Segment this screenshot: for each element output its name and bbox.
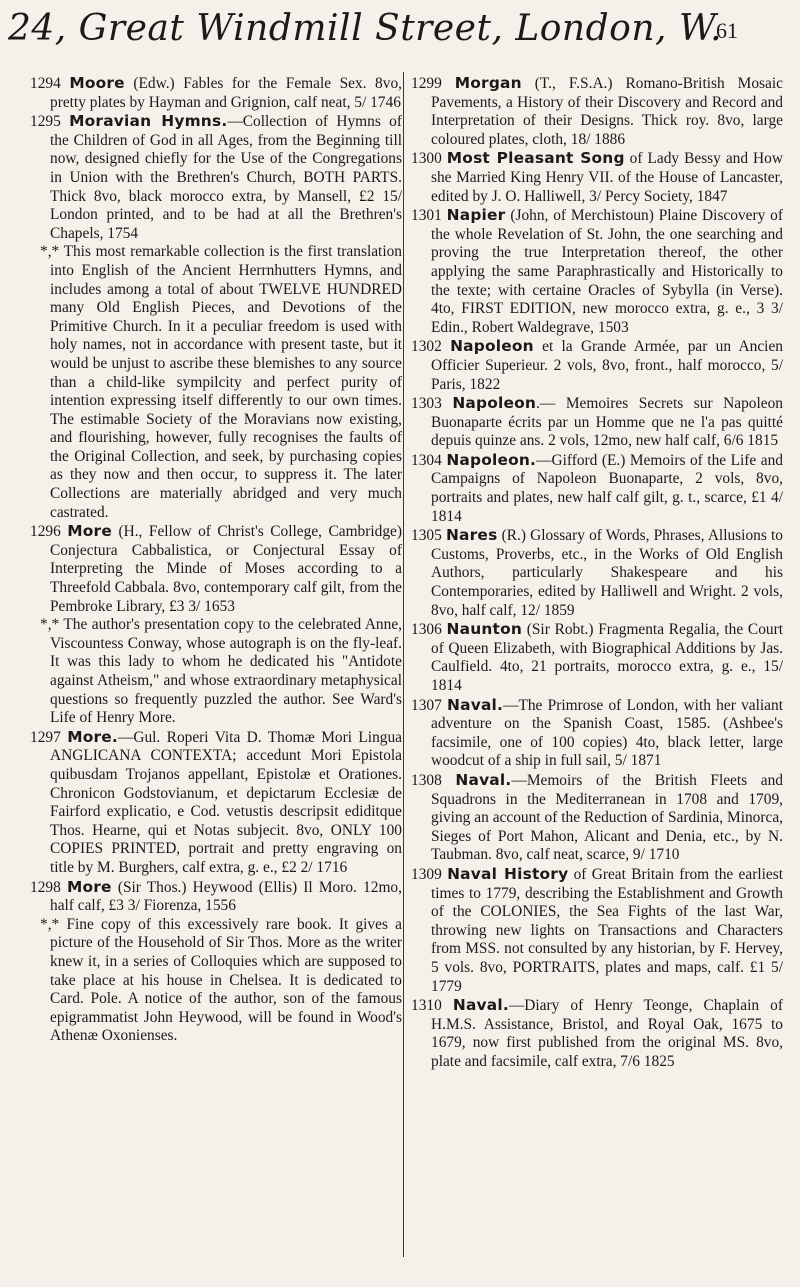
catalogue-entry — [411, 996, 783, 1071]
entry-number: 1296 — [30, 523, 61, 541]
entry-name: Naunton — [446, 620, 522, 639]
catalogue-entry — [30, 522, 402, 616]
entry-text: (R.) Glossary of Words, Phrases, Allusions to Customs, Proverbs, etc., in the Works of Old English Authors, particularly Shakespeare and his Contemporaries, edited by Halliwell and Wright. 2 vols, 8vo, half calf, 12/ 1859 — [431, 527, 783, 619]
entry-text: (Edw.) Fables for the Female Sex. 8vo, pretty plates by Hayman and Grignion, calf neat, 5/ 1746 — [50, 75, 402, 111]
entry-name: More — [66, 877, 112, 896]
catalogue-note — [30, 916, 402, 1046]
entry-text: —The Primrose of London, with her valiant adventure on the Spanish Coast, 1585. (Ashbee's facsimile, one of 100 copies) 4to, black letter, large woodcut of a ship in full sail, 5/ 1871 — [431, 696, 783, 770]
entry-text: (John, of Merchistoun) Plaine Discovery of the whole Revelation of St. John, the one searching and proving the true Interpretation thereof, the other applying the same Paraphrastically and Historically to the texte; with certaine Oracles of Sybylla (in Verse). 4to, FIRST EDITION, new morocco extra, g. e., 3 3/ Edin., Robert Waldegrave, 1503 — [431, 207, 783, 336]
catalogue-entry — [411, 394, 783, 451]
page-header — [0, 8, 800, 64]
catalogue-entry — [411, 696, 783, 771]
entry-text: —Diary of Henry Teonge, Chaplain of H.M.S. Assistance, Bristol, and Royal Oak, 1675 to 1679, now first published from the original MS. 8vo, plate and facsimile, calf extra, 7/6 1825 — [431, 997, 783, 1070]
entry-text: of Lady Bessy and How she Married King Henry VII. of the House of Lancaster, edited by J. O. Halliwell, 3/ Percy Society, 1847 — [431, 150, 783, 205]
right-column — [411, 74, 783, 1071]
entry-name: Napoleon — [452, 394, 537, 413]
entry-number: 1298 — [30, 878, 61, 896]
page-title: 24, Great Windmill Street, London, W. — [7, 8, 723, 49]
entry-number: 1302 — [411, 338, 442, 356]
entry-name: More. — [67, 727, 118, 746]
entry-number: 1307 — [411, 696, 442, 714]
catalogue-entry — [30, 112, 402, 243]
catalogue-entry — [411, 526, 783, 620]
entry-text: —Memoirs of the British Fleets and Squadrons in the Mediterranean in 1708 and 1709, giving an account of the Reduction of Sardinia, Minorca, Sieges of Port Mahon, Alicant and Denia, etc., by N. Taubman. 8vo, calf neat, scarce, 9/ 1710 — [431, 771, 783, 864]
entry-name: Naval History — [447, 864, 569, 883]
catalogue-entry — [411, 865, 783, 996]
entry-text: of Great Britain from the earliest times to 1779, describing the Establishment and Growth of the COLONIES, the Sea Fights of the last War, throwing new lights on Transactions and Characters from MSS. not consulted by any historian, by F. Hervey, 5 vols. 8vo, PORTRAITS, plates and maps, calf. £1 5/ 1779 — [431, 865, 783, 995]
page-number: 61 — [716, 18, 738, 43]
entry-name: Naval. — [455, 770, 512, 789]
note-text: *,* The author's presentation copy to the celebrated Anne, Viscountess Conway, whose autograph is on the fly-leaf. It was this lady to whom he dedicated his "Antidote against Atheism," and whose extraordinary metaphysical questions so frequently puzzled the author. See Ward's Life of Henry More. — [40, 616, 402, 727]
entry-name: Napoleon — [450, 337, 534, 356]
entry-name: Napier — [446, 206, 506, 225]
entry-text: (Sir Thos.) Heywood (Ellis) Il Moro. 12mo, half calf, £3 3/ Fiorenza, 1556 — [50, 878, 402, 915]
entry-text: —Gul. Roperi Vita D. Thomæ Mori Lingua ANGLICANA CONTEXTA; accedunt Mori Epistola quibusdam Trojanos appellant, Epistolæ et Orationes. Chronicon Godstovianum, et depictarum Ecclesiæ de Fairford explicatio, e Cod. vetustis descripsit ediditque Thos. Hearne, qui et Notas subjecit. 8vo, ONLY 100 COPIES PRINTED, portrait and pretty engraving on title by M. Burghers, calf extra, g. e., £2 2/ 1716 — [50, 728, 402, 876]
catalogue-entry — [411, 337, 783, 394]
entry-name: Morgan — [454, 74, 522, 92]
entry-number: 1294 — [30, 75, 61, 92]
entry-number: 1295 — [30, 113, 61, 131]
entry-text: (Sir Robt.) Fragmenta Regalia, the Court of Queen Elizabeth, with Biographical Additions by Jas. Caulfield. 4to, 21 portraits, morocco extra, g. e., 15/ 1814 — [431, 621, 783, 694]
catalogue-entry — [411, 771, 783, 865]
catalogue-entry — [30, 74, 402, 112]
entry-number: 1301 — [411, 207, 442, 225]
entry-name: More — [67, 522, 112, 541]
entry-text: —Collection of Hymns of the Children of God in all Ages, from the Beginning till now, designed chiefly for the Use of the Congregations in Union with the Brethren's Church, BOTH PARTS. Thick 8vo, black morocco extra, by Mansell, £2 15/ London printed, and to be had at all the Brethren's Chapels, 1754 — [50, 113, 402, 242]
entry-number: 1304 — [411, 451, 442, 469]
entry-name: Naval. — [452, 996, 509, 1015]
entry-number: 1303 — [411, 395, 442, 413]
entry-number: 1310 — [411, 997, 442, 1015]
entry-name: Naval. — [447, 695, 504, 714]
note-text: *,* This most remarkable collection is the first translation into English of the Ancient Herrnhutters Hymns, and includes among a total of about TWELVE HUNDRED many Old English Pieces, and Devotions of the Primitive Church. In it a peculiar freedom is used with holy names, not in accordance with present taste, but it would be unjust to ascribe these blemishes to any source than a child-like sympilcity and perfect purity of intention expressing itself differently to our own times. The estimable Society of the Moravians now existing, and flourishing, however, fully recognises the faults of the Original Collection, and seek, by purchasing copies as they now and then occur, to suppress it. The later Collections are materially abridged and very much castrated. — [40, 243, 402, 521]
entry-number: 1309 — [411, 865, 442, 883]
catalogue-entry — [411, 451, 783, 526]
entry-name: Moore — [69, 74, 125, 92]
entry-number: 1305 — [411, 527, 442, 545]
entry-number: 1300 — [411, 150, 442, 168]
catalogue-entry — [411, 620, 783, 695]
column-divider — [403, 72, 404, 1257]
entry-text: et la Grande Armée, par un Ancien Officier Superieur. 2 vols, 8vo, front., half morocco, 5/ Paris, 1822 — [431, 338, 783, 393]
catalogue-note — [30, 243, 402, 522]
entry-number: 1299 — [411, 75, 442, 92]
catalogue-entry — [411, 149, 783, 206]
note-text: *,* Fine copy of this excessively rare book. It gives a picture of the Household of Sir Thos. More as the writer knew it, in a series of Colloquies which are supposed to take place at his house in Chelsea. It is dedicated to Card. Pole. A notice of the author, son of the famous epigrammatist John Heywood, will be found in Wood's Athenæ Oxonienses. — [40, 915, 402, 1045]
catalogue-entry — [30, 878, 402, 916]
entry-text: .— Memoires Secrets sur Napoleon Buonaparte écrits par un Homme que ne l'a pas quitté depuis quinze ans. 2 vols, 12mo, new half calf, 6/6 1815 — [431, 395, 783, 450]
entry-text: —Gifford (E.) Memoirs of the Life and Campaigns of Napoleon Buonaparte, 2 vols, 8vo, portraits and plates, new half calf gilt, g. t., scarce, £1 4/ 1814 — [431, 451, 783, 525]
left-column — [30, 74, 402, 1046]
entry-name: Most Pleasant Song — [446, 149, 625, 168]
entry-name: Napoleon. — [446, 450, 537, 469]
catalogue-note — [30, 616, 402, 728]
entry-number: 1297 — [30, 728, 61, 746]
entry-name: Moravian Hymns. — [69, 112, 228, 131]
catalogue-entry — [411, 206, 783, 337]
catalogue-entry — [411, 74, 783, 149]
entry-text: (H., Fellow of Christ's College, Cambridge) Conjectura Cabbalistica, or Conjectural Essay of Interpreting the Minde of Moses according to a Threefold Cabbala. 8vo, contemporary calf gilt, from the Pembroke Library, £3 3/ 1653 — [50, 523, 402, 615]
entry-number: 1306 — [411, 621, 442, 639]
entry-text: (T., F.S.A.) Romano-British Mosaic Pavements, a History of their Discovery and Record and Interpretation of their Designs. Thick roy. 8vo, large coloured plates, cloth, 18/ 1886 — [431, 75, 783, 148]
catalogue-entry — [30, 728, 402, 878]
entry-name: Nares — [445, 526, 498, 545]
entry-number: 1308 — [411, 771, 442, 789]
